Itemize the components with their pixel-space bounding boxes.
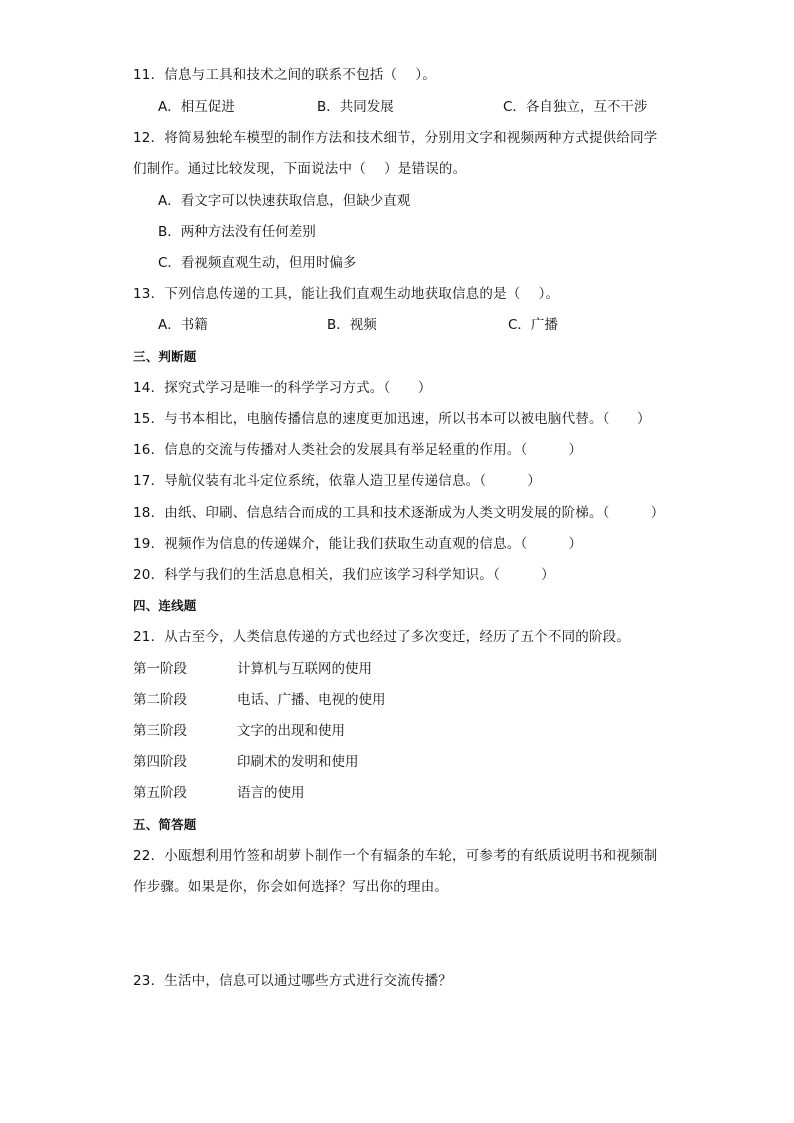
q22-line2: 作步骤。如果是你，你会如何选择？写出你的理由。 xyxy=(133,879,449,895)
section3-heading: 三、判断题 xyxy=(133,349,197,364)
q20: 20．科学与我们的生活息息相关，我们应该学习科学知识。（ ） xyxy=(133,567,555,583)
q12-option-a: A．看文字可以快速获取信息，但缺少直观 xyxy=(158,193,411,209)
stage-desc-4: 印刷术的发明和使用 xyxy=(237,754,359,770)
stage-desc-2: 电话、广播、电视的使用 xyxy=(237,692,386,708)
stage-label-5: 第五阶段 xyxy=(133,785,187,801)
q13-option-a: A．书籍 xyxy=(158,317,208,333)
stage-desc-1: 计算机与互联网的使用 xyxy=(237,661,372,677)
q16: 16．信息的交流与传播对人类社会的发展具有举足轻重的作用。（ ） xyxy=(133,442,583,458)
q14: 14．探究式学习是唯一的科学学习方式。（ ） xyxy=(133,380,432,396)
section4-heading: 四、连线题 xyxy=(133,598,197,613)
q21-stem: 21．从古至今，人类信息传递的方式也经过了多次变迁，经历了五个不同的阶段。 xyxy=(133,629,631,645)
q11-stem: 11．信息与工具和技术之间的联系不包括（ ）。 xyxy=(133,67,437,83)
q12-option-b: B．两种方法没有任何差别 xyxy=(158,224,316,240)
section5-heading: 五、简答题 xyxy=(133,817,197,832)
stage-desc-5: 语言的使用 xyxy=(237,785,305,801)
q12-option-c: C．看视频直观生动，但用时偏多 xyxy=(158,255,357,271)
q13-option-b: B．视频 xyxy=(327,317,377,333)
stage-label-2: 第二阶段 xyxy=(133,692,187,708)
q17: 17．导航仪装有北斗定位系统，依靠人造卫星传递信息。（ ） xyxy=(133,473,542,489)
q11-option-c: C．各自独立，互不干涉 xyxy=(503,99,648,115)
q11-option-a: A．相互促进 xyxy=(158,99,235,115)
q12-stem-line2: 们制作。通过比较发现，下面说法中（ ）是错误的。 xyxy=(133,161,467,177)
q15: 15．与书本相比，电脑传播信息的速度更加迅速，所以书本可以被电脑代替。（ ） xyxy=(133,411,651,427)
q12-stem-line1: 12．将简易独轮车模型的制作方法和技术细节，分别用文字和视频两种方式提供给同学 xyxy=(133,130,658,146)
stage-label-3: 第三阶段 xyxy=(133,723,187,739)
q23: 23．生活中，信息可以通过哪些方式进行交流传播？ xyxy=(133,973,452,989)
stage-desc-3: 文字的出现和使用 xyxy=(237,723,345,739)
q22-line1: 22．小瓯想利用竹签和胡萝卜制作一个有辐条的车轮，可参考的有纸质说明书和视频制 xyxy=(133,848,658,864)
stage-label-4: 第四阶段 xyxy=(133,754,187,770)
q19: 19．视频作为信息的传递媒介，能让我们获取生动直观的信息。（ ） xyxy=(133,536,583,552)
stage-label-1: 第一阶段 xyxy=(133,661,187,677)
q18: 18．由纸、印刷、信息结合而成的工具和技术逐渐成为人类文明发展的阶梯。（ ） xyxy=(133,505,665,521)
q13-stem: 13．下列信息传递的工具，能让我们直观生动地获取信息的是（ ）。 xyxy=(133,286,560,302)
q13-option-c: C．广播 xyxy=(508,317,558,333)
q11-option-b: B．共同发展 xyxy=(317,99,394,115)
